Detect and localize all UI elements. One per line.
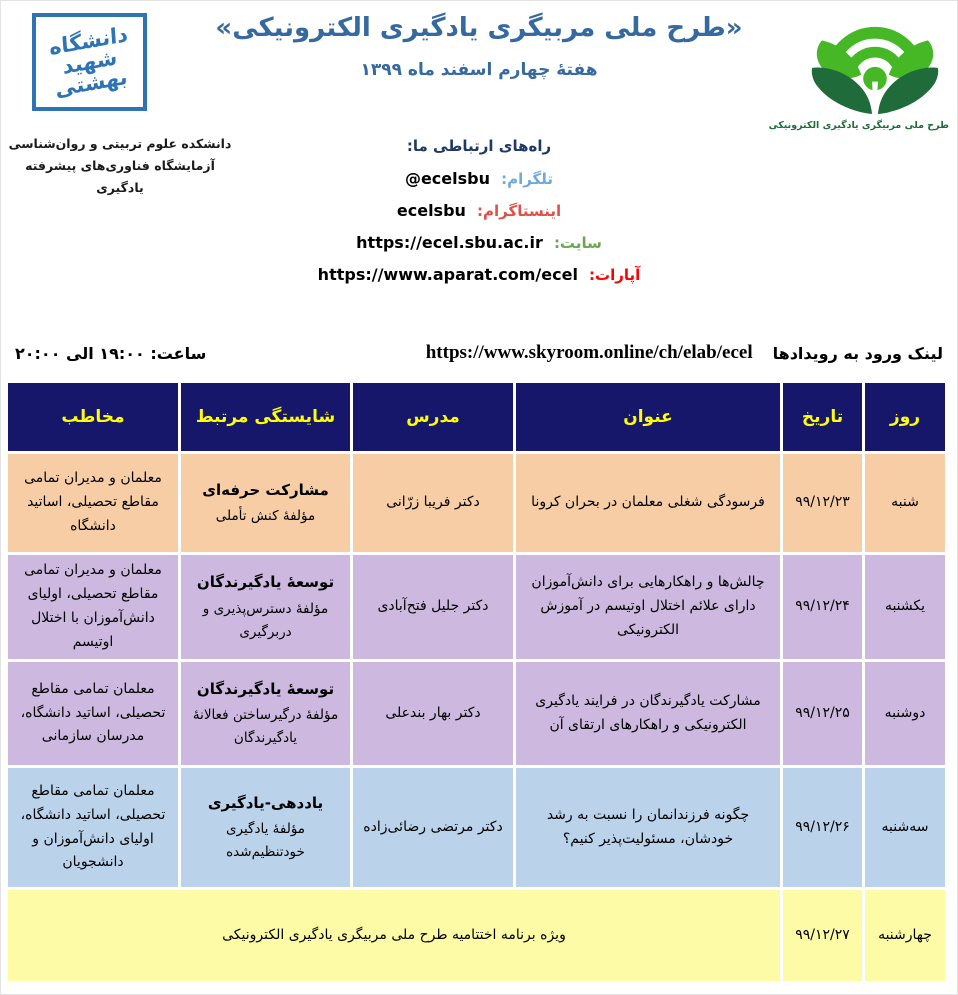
project-logo-icon [809, 5, 941, 115]
header-instructor: مدرس [352, 382, 515, 453]
telegram-label: تلگرام: [501, 170, 554, 188]
table-row-monday [7, 661, 947, 767]
faculty-name: دانشکده علوم تربیتی و روان‌شناسی [8, 136, 232, 151]
header-date: تاریخ [782, 382, 864, 453]
competency-component: مؤلفهٔ کنش تأملی [215, 508, 316, 525]
page-title: «طرح ملی مربیگری یادگیری الکترونیکی» [215, 13, 743, 43]
university-calligraphy-icon: دانشگاه شهید بهشتی [47, 21, 129, 101]
university-logo-block [8, 13, 232, 195]
table-header-row [7, 382, 947, 453]
audience-cell: معلمان تمامی مقاطع تحصیلی، اساتید دانشگاه، مدرسان سازمانی [7, 661, 180, 767]
competency-cell [180, 554, 352, 661]
session-title-cell: چالش‌ها و راهکارهایی برای دانش‌آموزان دارای علائم اختلال اوتیسم در آموزش الکترونیکی [515, 554, 782, 661]
competency-cell [180, 661, 352, 767]
audience-cell: معلمان و مدیران تمامی مقاطع تحصیلی، اولیای دانش‌آموزان با اختلال اوتیسم [7, 554, 180, 661]
project-logo-caption: طرح ملی مربیگری یادگیری الکترونیکی [768, 120, 949, 131]
schedule-table [5, 380, 948, 984]
contact-instagram [1, 201, 957, 220]
contact-telegram [1, 169, 957, 188]
session-title-cell: چگونه فرزندانمان را نسبت به رشد خودشان، مسئولیت‌پذیر کنیم؟ [515, 767, 782, 889]
event-link-label: لینک ورود به رویدادها [772, 343, 943, 363]
instructor-cell: دکتر جلیل فتح‌آبادی [352, 554, 515, 661]
contact-aparat [1, 265, 957, 284]
page-subtitle: هفتهٔ چهارم اسفند ماه ۱۳۹۹ [360, 60, 598, 80]
table-row-saturday [7, 453, 947, 554]
competency-component: مؤلفهٔ درگیرساختن فعالانهٔ یادگیرندگان [192, 707, 339, 747]
day-cell: سه‌شنبه [864, 767, 947, 889]
date-cell: ۹۹/۱۲/۲۳ [782, 453, 864, 554]
contact-site [1, 233, 957, 252]
table-row-tuesday [7, 767, 947, 889]
site-label: سایت: [553, 234, 602, 252]
date-cell: ۹۹/۱۲/۲۷ [782, 889, 864, 983]
instagram-handle[interactable]: ecelsbu [396, 201, 466, 220]
header-audience: مخاطب [7, 382, 180, 453]
instructor-cell: دکتر فریبا زرّانی [352, 453, 515, 554]
day-cell: یکشنبه [864, 554, 947, 661]
competency-name: یاددهی-یادگیری [207, 793, 324, 812]
aparat-url-link[interactable]: https://www.aparat.com/ecel [317, 265, 578, 284]
project-logo-block [768, 5, 949, 131]
closing-event-cell: ویژه برنامه اختتامیه طرح ملی مربیگری یادگیری الکترونیکی [7, 889, 782, 983]
day-cell: شنبه [864, 453, 947, 554]
contact-heading: راه‌های ارتباطی ما: [406, 137, 552, 155]
competency-cell [180, 767, 352, 889]
aparat-label: آپارات: [589, 266, 641, 284]
telegram-handle[interactable]: @ecelsbu [404, 169, 490, 188]
session-title-cell: مشارکت یادگیرندگان در فرایند یادگیری الکترونیکی و راهکارهای ارتقای آن [515, 661, 782, 767]
university-logo [32, 13, 147, 111]
competency-cell [180, 453, 352, 554]
event-time: ساعت: ۱۹:۰۰ الی ۲۰:۰۰ [15, 343, 207, 363]
day-cell: چهارشنبه [864, 889, 947, 983]
event-bar [15, 342, 943, 364]
event-link-group [426, 342, 943, 364]
audience-cell: معلمان و مدیران تمامی مقاطع تحصیلی، اساتید دانشگاه [7, 453, 180, 554]
audience-cell: معلمان تمامی مقاطع تحصیلی، اساتید دانشگاه، اولیای دانش‌آموزان و دانشجویان [7, 767, 180, 889]
instructor-cell: دکتر بهار بندعلی [352, 661, 515, 767]
site-url-link[interactable]: https://ecel.sbu.ac.ir [356, 233, 543, 252]
competency-name: توسعهٔ یادگیرندگان [196, 573, 335, 592]
instructor-cell: دکتر مرتضی رضائی‌زاده [352, 767, 515, 889]
date-cell: ۹۹/۱۲/۲۴ [782, 554, 864, 661]
lab-name: آزمایشگاه فناوری‌های پیشرفته یادگیری [25, 157, 215, 195]
competency-component: مؤلفهٔ دسترس‌پذیری و دربرگیری [202, 600, 329, 640]
header-competency: شایستگی مرتبط [180, 382, 352, 453]
competency-name: توسعهٔ یادگیرندگان [196, 679, 335, 698]
instagram-label: اینستاگرام: [477, 202, 562, 220]
competency-name: مشارکت حرفه‌ای [202, 480, 329, 499]
date-cell: ۹۹/۱۲/۲۵ [782, 661, 864, 767]
session-title-cell: فرسودگی شغلی معلمان در بحران کرونا [515, 453, 782, 554]
table-row-wednesday [7, 889, 947, 983]
competency-component: مؤلفهٔ یادگیری خودتنظیم‌شده [225, 821, 306, 861]
day-cell: دوشنبه [864, 661, 947, 767]
table-row-sunday [7, 554, 947, 661]
skyroom-url-link[interactable]: https://www.skyroom.online/ch/elab/ecel [425, 342, 753, 363]
header-title: عنوان [515, 382, 782, 453]
header-day: روز [864, 382, 947, 453]
contact-block [1, 137, 957, 297]
date-cell: ۹۹/۱۲/۲۶ [782, 767, 864, 889]
